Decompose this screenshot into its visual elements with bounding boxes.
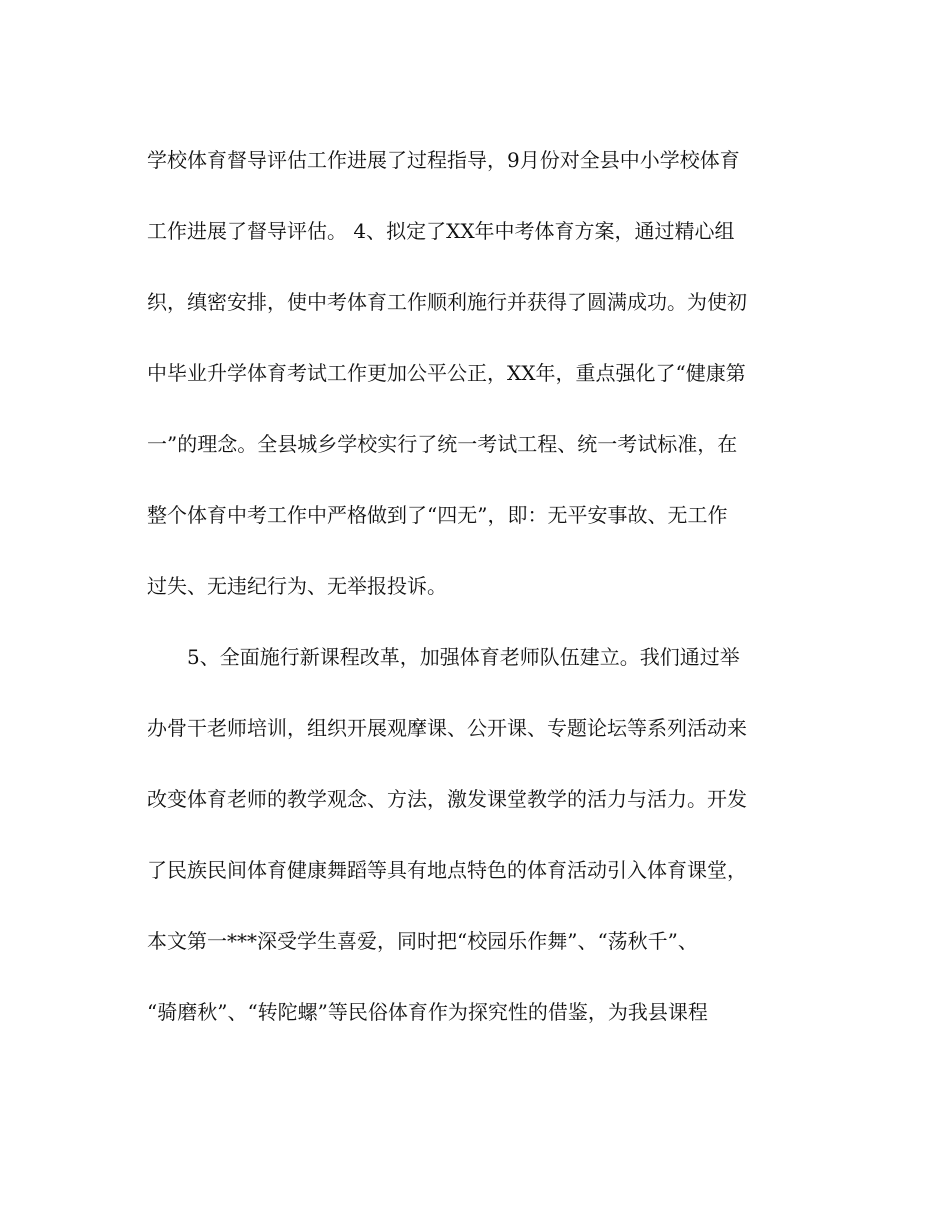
text-line: 本文第一***深受学生喜爱，同时把“校园乐作舞”、“荡秋千”、	[147, 929, 698, 953]
text-line: 织，缜密安排，使中考体育工作顺利施行并获得了圆满成功。为使初	[147, 290, 747, 314]
paragraph-first-line: 5、全面施行新课程改革，加强体育老师队伍建立。我们通过举	[187, 645, 740, 669]
text-line: 改变体育老师的教学观念、方法，激发课堂教学的活力与活力。开发	[147, 787, 747, 811]
text-line: 中毕业升学体育考试工作更加公平公正，XX年，重点强化了“健康第	[147, 361, 746, 385]
text-line: 工作进展了督导评估。 4、拟定了XX年中考体育方案，通过精心组	[147, 219, 735, 243]
text-line: 学校体育督导评估工作进展了过程指导，9月份对全县中小学校体育	[147, 148, 740, 172]
text-line: 整个体育中考工作中严格做到了“四无”，即：无平安事故、无工作	[147, 503, 728, 527]
text-line: 过失、无违纪行为、无举报投诉。	[147, 574, 447, 598]
text-line: “骑磨秋”、“转陀螺”等民俗体育作为探究性的借鉴，为我县课程	[147, 1000, 708, 1024]
text-line: 一”的理念。全县城乡学校实行了统一考试工程、统一考试标准，在	[147, 432, 738, 456]
text-line: 办骨干老师培训，组织开展观摩课、公开课、专题论坛等系列活动来	[147, 716, 747, 740]
text-line: 了民族民间体育健康舞蹈等具有地点特色的体育活动引入体育课堂，	[147, 858, 747, 882]
